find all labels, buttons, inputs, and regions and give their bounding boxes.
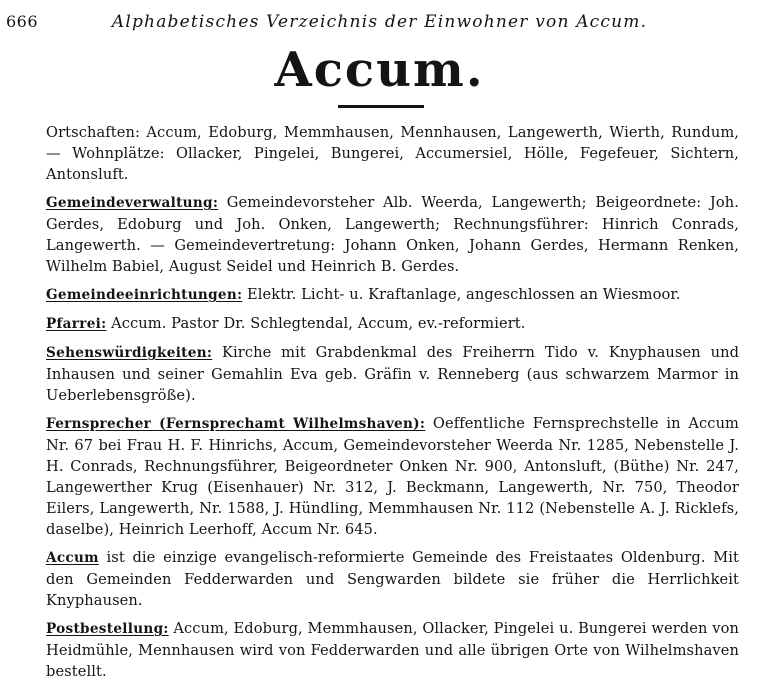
entry-text: Elektr. Licht- u. Kraftanlage, angeschlossen an Wiesmoor. (247, 286, 681, 303)
entry-label: Fernsprecher (Fernsprechamt Wilhelmshaven): (46, 416, 426, 432)
entry-label: Gemeindeeinrichtungen: (46, 287, 243, 303)
entry-gemeindeverwaltung (46, 192, 739, 277)
entry-text: Accum, Edoburg, Memmhausen, Ollacker, Pingelei u. Bungerei werden von Heidmühle, Mennhausen wird von Fedderwarden und alle übrigen Orte von Wilhelmshaven bestellt. (46, 620, 740, 680)
entry-label: Accum (46, 550, 99, 566)
entry-accum-note (46, 547, 739, 611)
entry-text: Kirche mit Grabdenkmal des Freiherrn Tido v. Knyphausen und Inhausen und seiner Gemahlin Eva geb. Gräfin v. Renneberg (aus schwarzem Marmor in Ueberlebensgröße). (46, 344, 740, 404)
page-number: 666 (6, 12, 39, 31)
entry-text: Ortschaften: Accum, Edoburg, Memmhausen, Mennhausen, Langewerth, Wierth, Rundum, — Wohnplätze: Ollacker, Pingelei, Bungerei, Accumersiel, Hölle, Fegefeuer, Sichtern, Antonsluft. (46, 124, 739, 183)
entry-text: Gemeindevorsteher Alb. Weerda, Langewerth; Beigeordnete: Joh. Gerdes, Edoburg und Joh. Onken, Langewerth; Rechnungsführer: Hinrich Conrads, Langewerth. — Gemeindevertretung: Johann Onken, Johann Gerdes, Hermann Renken, Wilhelm Babiel, August Seidel und Heinrich B. Gerdes. (46, 194, 740, 275)
entry-sehenswuerdigkeiten (46, 342, 739, 406)
entry-text: Accum. Pastor Dr. Schlegtendal, Accum, ev.-reformiert. (111, 315, 526, 332)
title-rule (338, 105, 424, 108)
entry-fernsprecher (46, 413, 739, 540)
entry-postbestellung (46, 618, 739, 682)
entry-label: Pfarrei: (46, 316, 107, 332)
place-title: Accum. (274, 42, 485, 98)
entry-label: Sehenswürdigkeiten: (46, 345, 213, 361)
page-header (6, 12, 751, 36)
running-title: Alphabetisches Verzeichnis der Einwohner von Accum. (111, 12, 648, 32)
entry-text: Oeffentliche Fernsprechstelle in Accum Nr. 67 bei Frau H. F. Hinrichs, Accum, Gemeindevorsteher Weerda Nr. 1285, Nebenstelle J. H. Conrads, Rechnungsführer, Beigeordneter Onken Nr. 900, Antonsluft, (Büthe) Nr. 247, Langewerther Krug (Eisenhauer) Nr. 312, J. Beckmann, Langewerth, Nr. 750, Theodor Eilers, Langewerth, Nr. 1588, J. Hündling, Memmhausen Nr. 112 (Nebenstelle A. J. Ricklefs, daselbe), Heinrich Leerhoff, Accum Nr. 645. (46, 415, 740, 538)
entry-ortschaften (46, 122, 739, 185)
entry-label: Postbestellung: (46, 621, 169, 637)
entry-text: ist die einzige evangelisch-reformierte Gemeinde des Freistaates Oldenburg. Mit den Gemeinden Fedderwarden und Sengwarden bildete sie früher die Herrlichkeit Knyphausen. (46, 549, 740, 609)
directory-entries (46, 122, 739, 689)
entry-label: Gemeindeverwaltung: (46, 195, 219, 211)
entry-pfarrei (46, 313, 739, 335)
entry-gemeindeeinrichtungen (46, 284, 739, 306)
